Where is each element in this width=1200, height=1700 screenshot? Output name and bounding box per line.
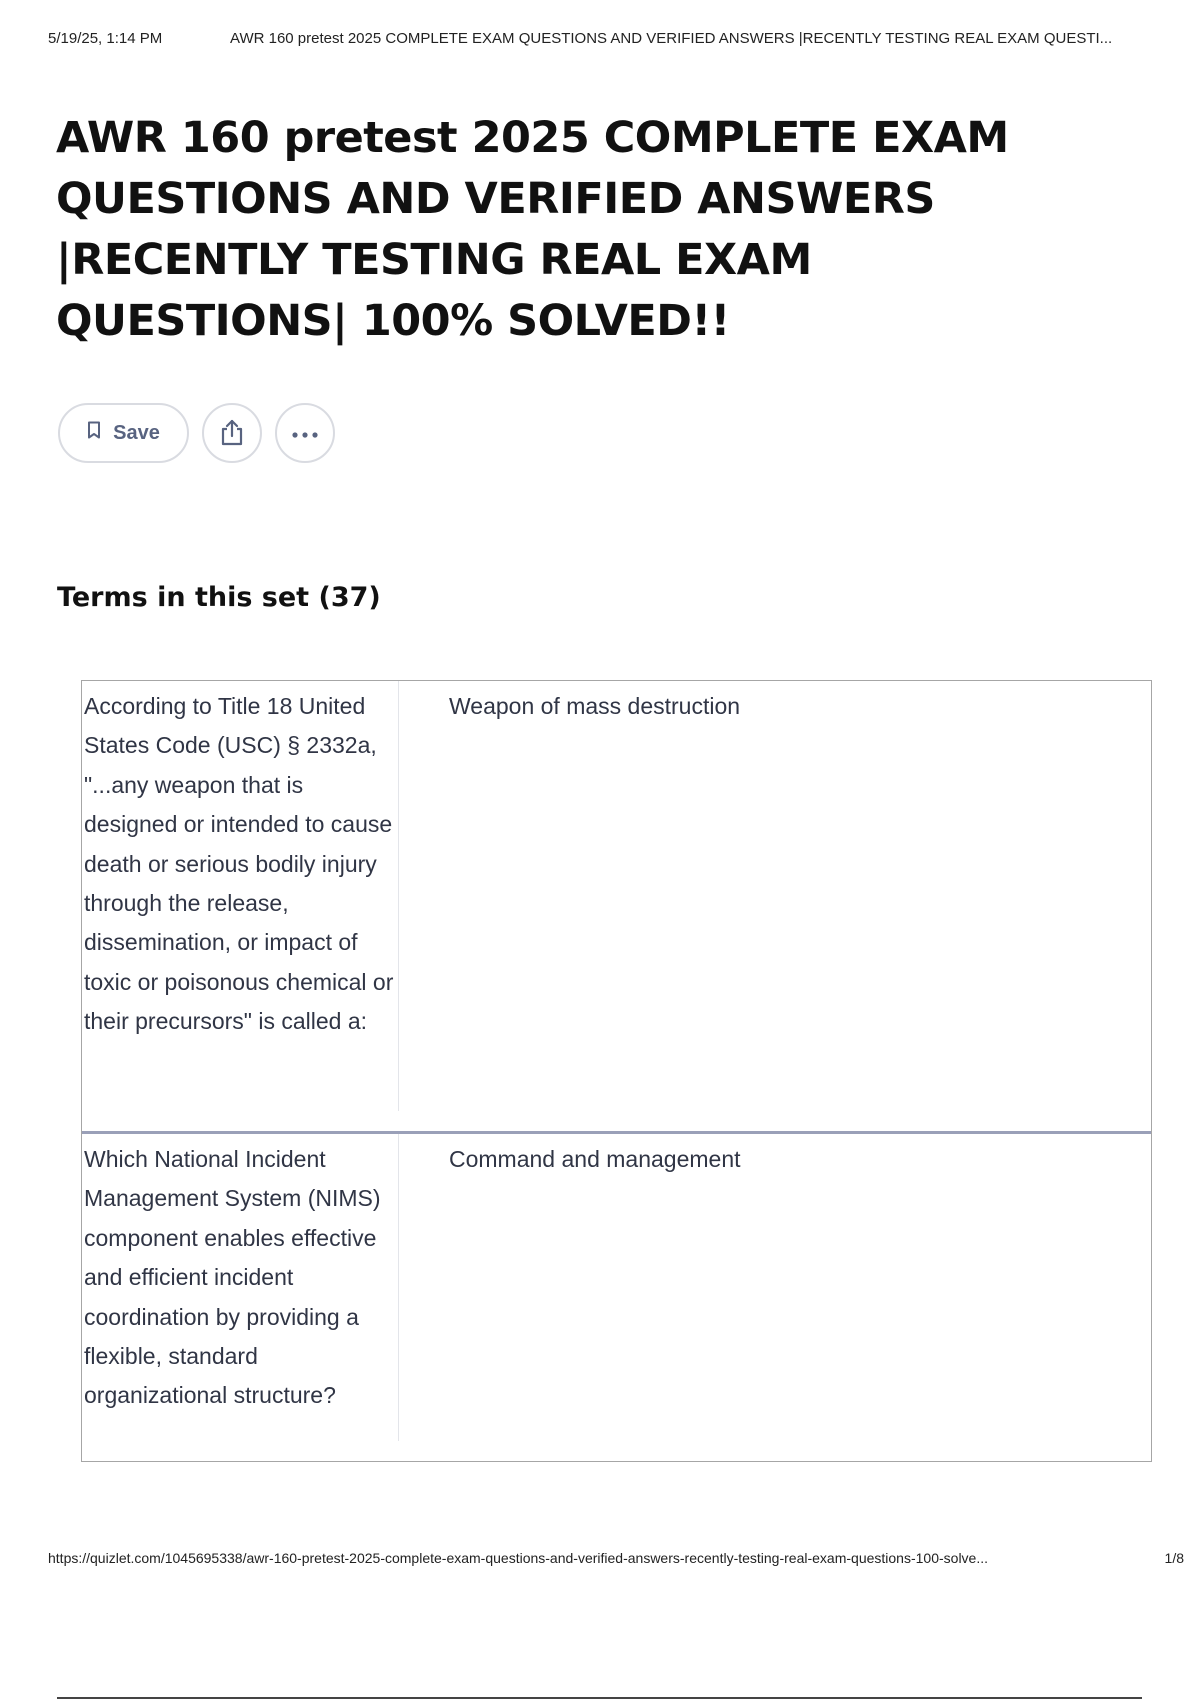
term-answer: Command and management (449, 1146, 741, 1172)
term-question: According to Title 18 United States Code (USC) § 2332a, "...any weapon that is designed or intended to cause death or serious bodily injury through the release, dissemination, or impact of toxic or poisonous chemical or their precursors" is called a: (82, 681, 399, 1111)
more-options-button[interactable] (275, 403, 335, 463)
print-header (48, 30, 1180, 47)
term-card[interactable] (82, 681, 1151, 1131)
share-icon (219, 418, 245, 449)
share-button[interactable] (202, 403, 262, 463)
terms-table (81, 680, 1152, 1462)
term-answer: Weapon of mass destruction (449, 693, 741, 719)
print-footer (48, 1550, 1184, 1566)
term-question: Which National Incident Management System (NIMS) component enables effective and efficient incident coordination by providing a flexible, standard organizational structure? (82, 1134, 399, 1441)
page-title: AWR 160 pretest 2025 COMPLETE EXAM QUESTIONS AND VERIFIED ANSWERS |RECENTLY TESTING REAL EXAM QUESTIONS| 100% SOLVED!! (56, 113, 1009, 346)
more-options-icon (291, 426, 319, 441)
page-indicator: 1/8 (1164, 1550, 1184, 1566)
save-label: Save (113, 421, 160, 444)
page-divider (57, 1697, 1142, 1699)
terms-heading: Terms in this set (37) (57, 582, 381, 613)
term-card[interactable] (82, 1131, 1151, 1461)
print-document-title: AWR 160 pretest 2025 COMPLETE EXAM QUESTIONS AND VERIFIED ANSWERS |RECENTLY TESTING REAL EXAM QUESTI... (230, 30, 1113, 47)
print-date: 5/19/25, 1:14 PM (48, 30, 163, 47)
bookmark-icon (87, 421, 101, 445)
action-bar (58, 403, 335, 463)
page-url: https://quizlet.com/1045695338/awr-160-pretest-2025-complete-exam-questions-and-verified-answers-recently-testing-real-exam-questions-100-solve... (48, 1550, 989, 1566)
save-button[interactable] (58, 403, 189, 463)
